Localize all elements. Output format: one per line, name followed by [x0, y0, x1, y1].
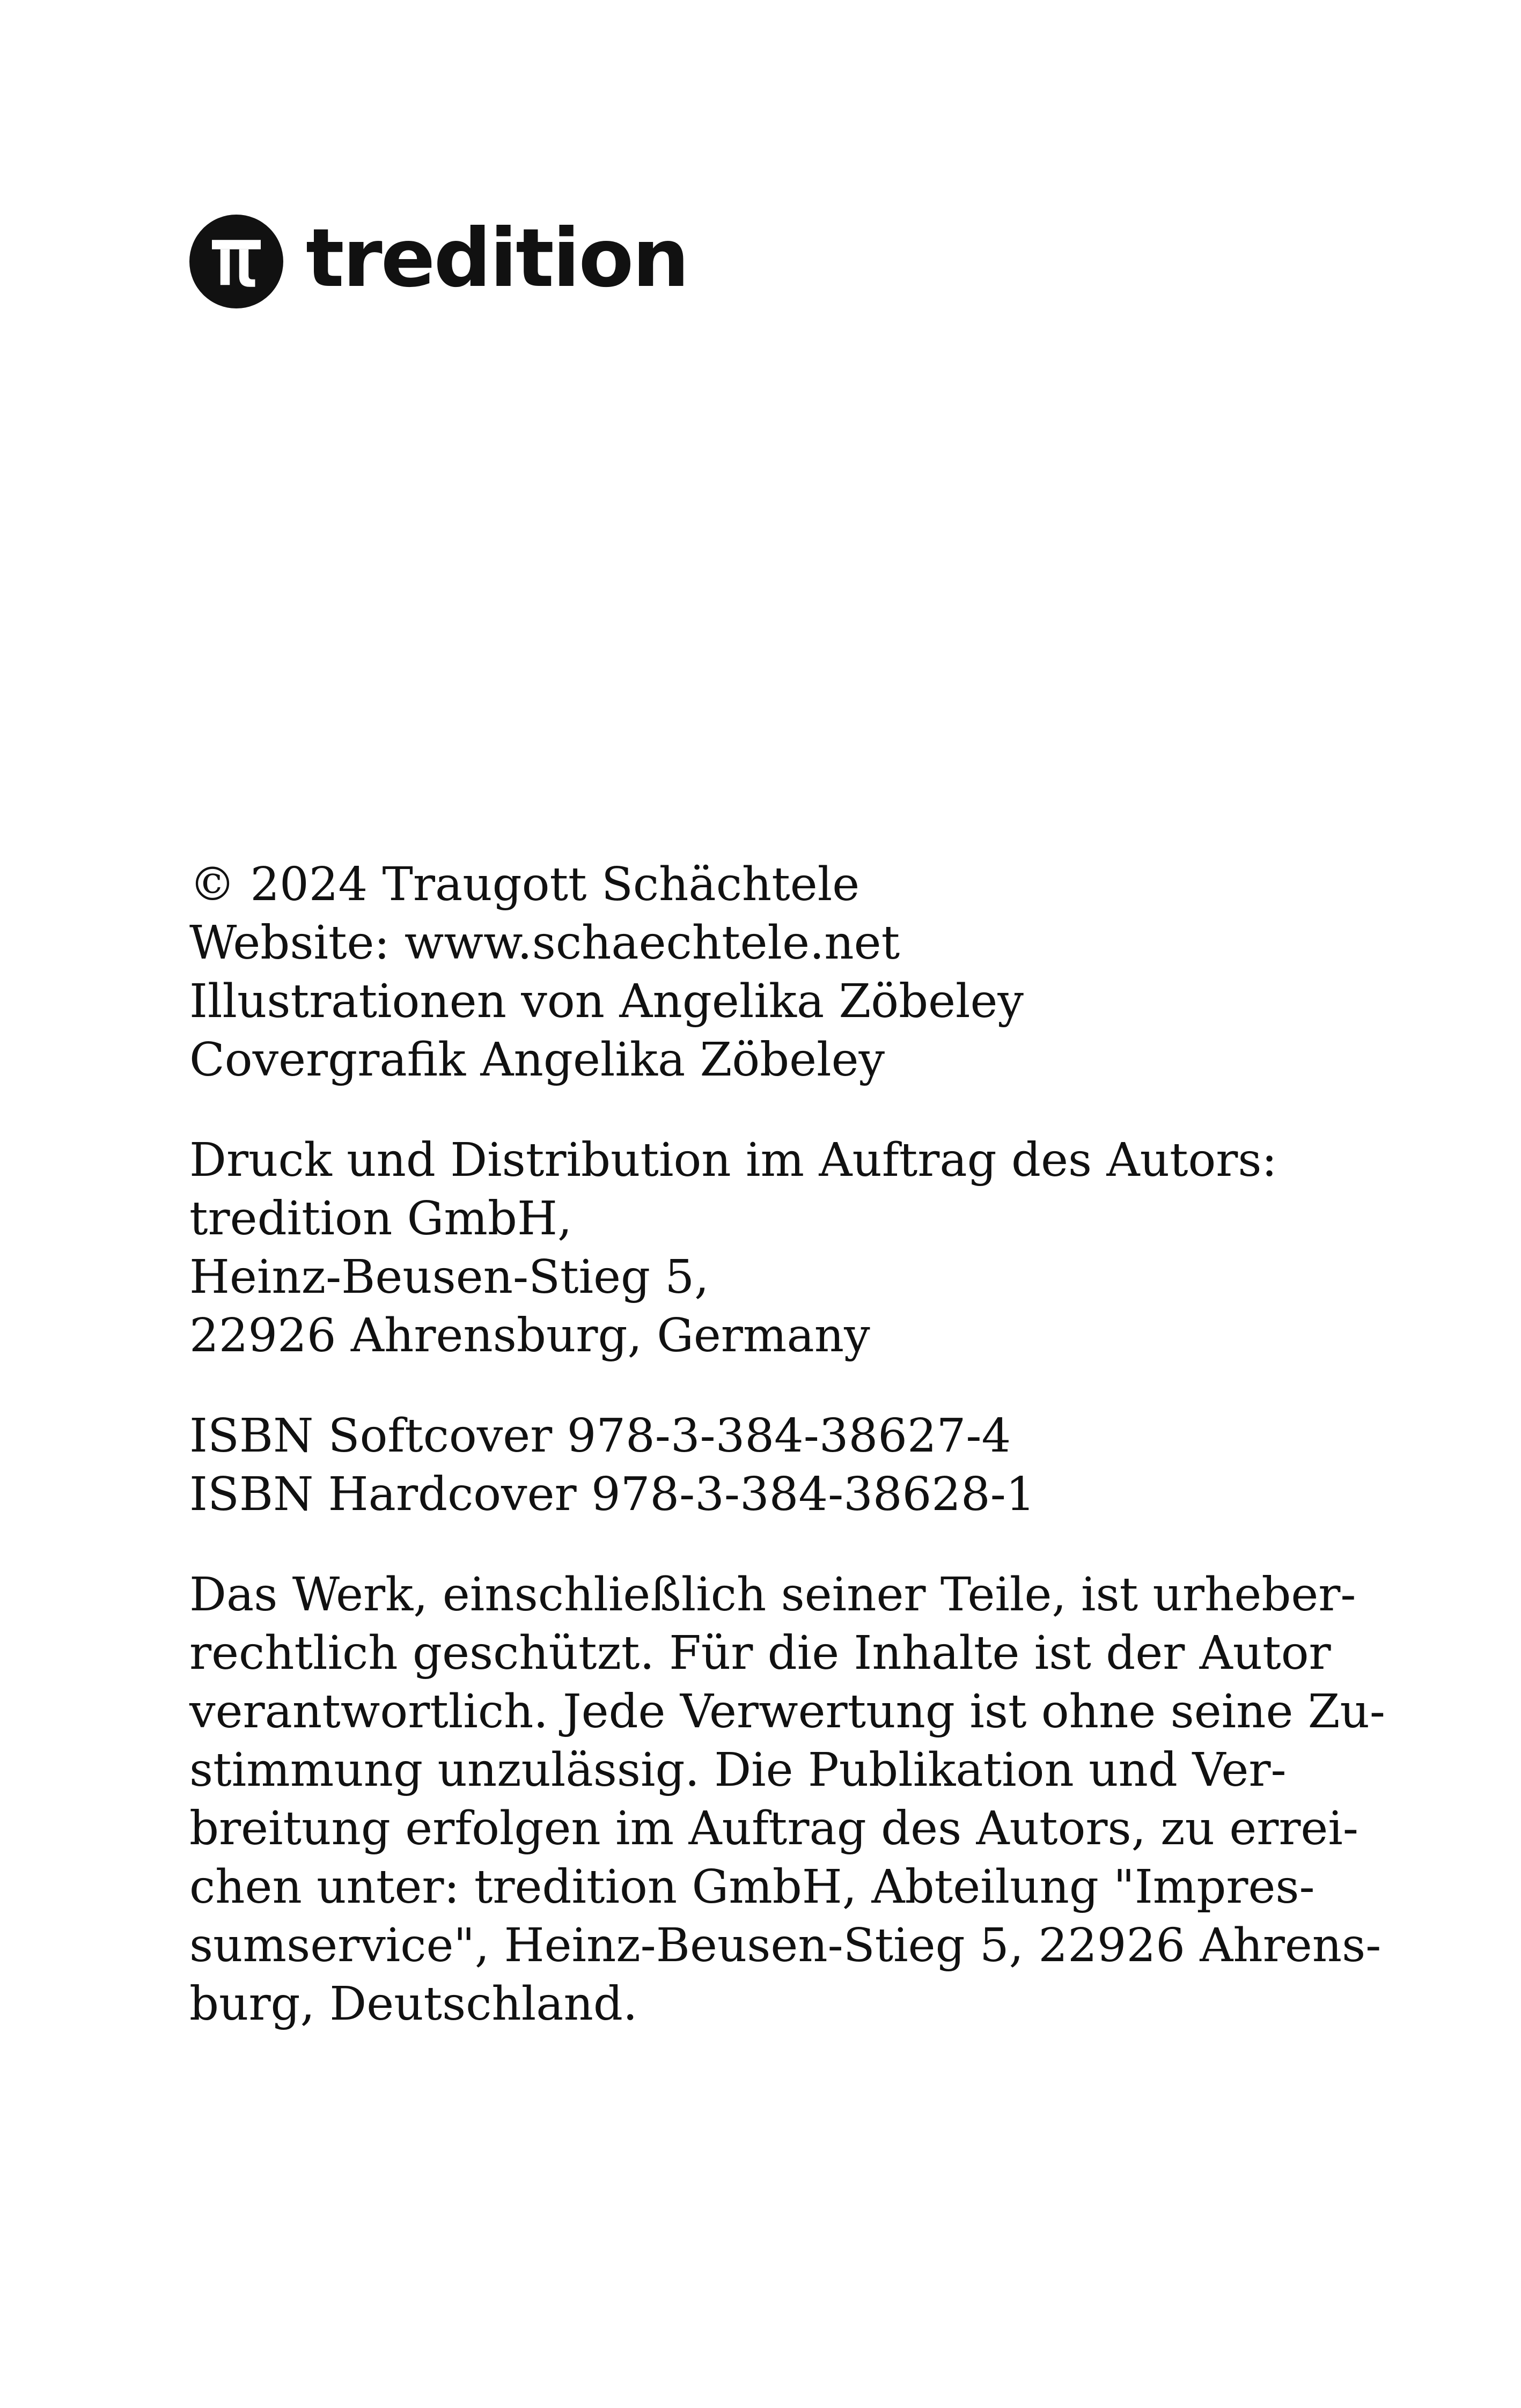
- website-line: Website: www.schaechtele.net: [189, 916, 900, 970]
- credits-block: [189, 856, 1343, 1089]
- isbn-softcover: ISBN Softcover 978-3-384-38627-4: [189, 1409, 1011, 1463]
- publisher-logo-text: tredition: [306, 211, 688, 305]
- publisher-logo: [189, 211, 688, 308]
- imprint-content: [189, 856, 1385, 2034]
- legal-line: burg, Deutschland.: [189, 1977, 638, 2031]
- isbn-block: [189, 1407, 1343, 1524]
- legal-line: rechtlich geschützt. Für die Inhalte ist der Autor: [189, 1626, 1331, 1680]
- distribution-line: Druck und Distribution im Auftrag des Autors:: [189, 1133, 1277, 1187]
- distribution-line: tredition GmbH,: [189, 1192, 572, 1246]
- cover-graphic-line: Covergrafik Angelika Zöbeley: [189, 1033, 885, 1087]
- legal-notice: [189, 1566, 1385, 2034]
- legal-line: stimmung unzulässig. Die Publikation und Ver-: [189, 1743, 1287, 1797]
- tredition-logo-icon: [189, 215, 283, 308]
- distribution-block: [189, 1131, 1343, 1365]
- distribution-line: 22926 Ahrensburg, Germany: [189, 1309, 870, 1363]
- legal-line: chen unter: tredition GmbH, Abteilung "Impres-: [189, 1860, 1315, 1914]
- isbn-hardcover: ISBN Hardcover 978-3-384-38628-1: [189, 1468, 1035, 1521]
- illustrations-line: Illustrationen von Angelika Zöbeley: [189, 975, 1024, 1028]
- legal-line: verantwortlich. Jede Verwertung ist ohne seine Zu-: [189, 1685, 1385, 1739]
- legal-line: Das Werk, einschließlich seiner Teile, ist urheber-: [189, 1568, 1356, 1622]
- distribution-line: Heinz-Beusen-Stieg 5,: [189, 1250, 709, 1304]
- legal-line: breitung erfolgen im Auftrag des Autors, zu errei-: [189, 1802, 1358, 1855]
- copyright-line: © 2024 Traugott Schächtele: [189, 858, 860, 911]
- legal-line: sumservice", Heinz-Beusen-Stieg 5, 22926 Ahrens-: [189, 1919, 1382, 1972]
